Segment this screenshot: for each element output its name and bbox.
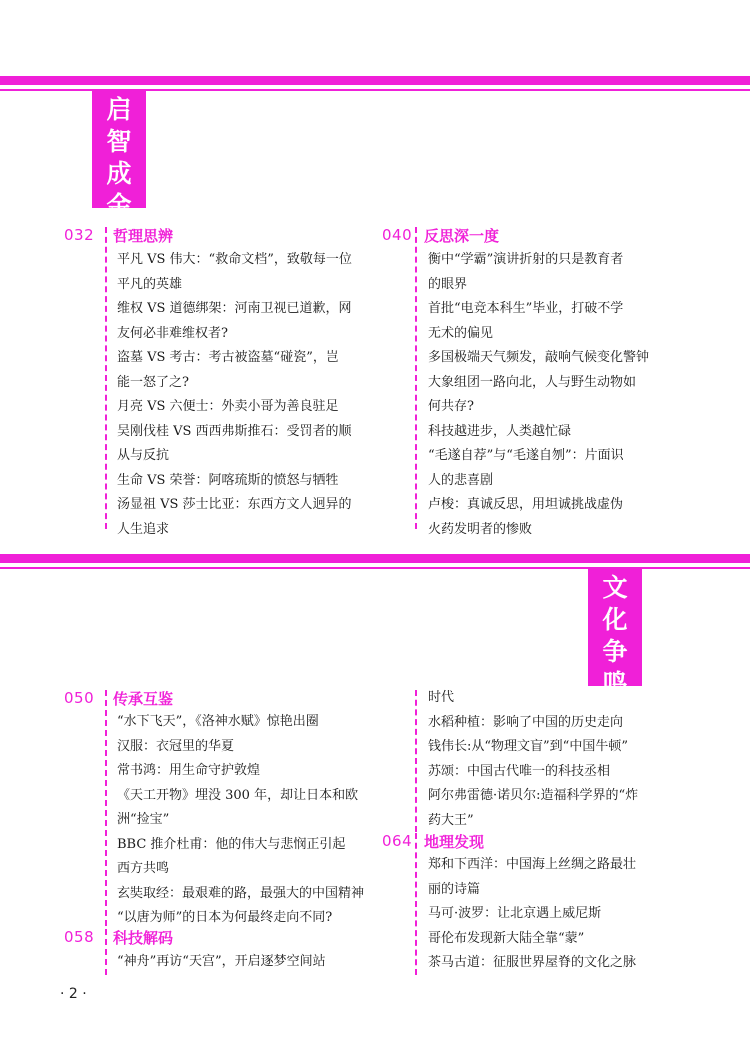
category-char: 鸣: [602, 669, 628, 698]
section-title[interactable]: 哲理思辨: [113, 227, 174, 245]
section-divider-line: [105, 690, 107, 926]
category-char: 成: [106, 159, 132, 188]
page-number: · 2 ·: [60, 986, 87, 1002]
article-line[interactable]: 从与反抗: [117, 448, 170, 463]
section-header-032: [64, 226, 264, 246]
article-line[interactable]: 《天工开物》埋没 300 年，却让日本和欧: [117, 787, 359, 803]
category-char: 金: [106, 191, 132, 220]
article-line[interactable]: 常书鸿：用生命守护敦煌: [117, 763, 261, 778]
article-line[interactable]: 盗墓 VS 考古：考古被盗墓“碰瓷”，岂: [117, 350, 339, 365]
section-divider-line: [415, 690, 417, 832]
category-char: 文: [602, 573, 628, 602]
article-line[interactable]: 阿尔弗雷德·诺贝尔:造福科学界的“炸: [428, 788, 639, 803]
article-line[interactable]: 茶马古道：征服世界屋脊的文化之脉: [428, 955, 637, 970]
article-line[interactable]: “毛遂自荐”与“毛遂自刎”：片面识: [428, 448, 624, 463]
category-label-wenhuazhengming: [588, 568, 642, 698]
category-char: 化: [602, 605, 628, 634]
article-line[interactable]: 首批“电竞本科生”毕业，打破不学: [428, 301, 624, 316]
section-divider-line: [415, 833, 417, 975]
article-line[interactable]: BBC 推介杜甫：他的伟大与悲悯正引起: [117, 836, 346, 852]
article-line[interactable]: 苏颂：中国古代唯一的科技丞相: [428, 763, 611, 779]
section-page-number[interactable]: 040: [382, 226, 413, 244]
article-line[interactable]: 月亮 VS 六便士：外卖小哥为善良驻足: [117, 399, 339, 414]
section-page-number[interactable]: 058: [64, 928, 95, 946]
article-line[interactable]: “以唐为师”的日本为何最终走向不同?: [117, 910, 333, 925]
article-line[interactable]: 哥伦布发现新大陆全靠“蒙”: [428, 930, 585, 946]
article-line[interactable]: 卢梭：真诚反思，用坦诚挑战虚伪: [428, 497, 624, 512]
section-page-number[interactable]: 032: [64, 226, 95, 244]
article-line[interactable]: 维权 VS 道德绑架：河南卫视已道歉，网: [117, 301, 352, 316]
article-list-058: [117, 950, 326, 975]
article-line[interactable]: 洲“捡宝”: [117, 812, 170, 827]
section-header-040: [382, 226, 582, 246]
article-line[interactable]: 平凡 VS 伟大：“救命文档”，致敬每一位: [117, 252, 352, 267]
article-line[interactable]: 多国极端天气频发，敲响气候变化警钟: [428, 350, 650, 365]
article-line[interactable]: 药大王”: [428, 812, 474, 828]
article-line[interactable]: 汉服：衣冠里的华夏: [117, 738, 235, 754]
article-line[interactable]: 钱伟长:从“物理文盲”到“中国牛顿”: [428, 739, 628, 754]
article-line[interactable]: 友何必非难维权者?: [117, 325, 228, 341]
section-header-050: [64, 689, 264, 709]
article-line[interactable]: “神舟”再访“天宫”，开启逐梦空间站: [117, 954, 326, 969]
category-char: 智: [106, 127, 132, 156]
section-header-064: [382, 832, 582, 852]
section-divider-line: [105, 929, 107, 975]
article-list-050: [117, 710, 364, 931]
article-list-058-continued: [428, 686, 638, 833]
article-line[interactable]: 何共存?: [428, 399, 474, 414]
article-line[interactable]: 大象组团一路向北，人与野生动物如: [428, 374, 637, 390]
article-line[interactable]: 时代: [428, 690, 455, 705]
article-line[interactable]: 丽的诗篇: [428, 881, 481, 897]
section-title[interactable]: 反思深一度: [424, 227, 500, 245]
article-line[interactable]: 人生追求: [117, 521, 170, 537]
section-title[interactable]: 科技解码: [113, 929, 174, 947]
article-line[interactable]: 火药发明者的惨败: [428, 521, 533, 537]
article-list-032: [117, 248, 352, 542]
article-line[interactable]: 能一怒了之?: [117, 374, 189, 390]
article-line[interactable]: 郑和下西洋：中国海上丝绸之路最壮: [428, 857, 637, 872]
article-list-064: [428, 853, 636, 976]
article-line[interactable]: 水稻种植：影响了中国的历史走向: [428, 714, 624, 730]
section-divider-line: [415, 227, 417, 529]
section-page-number[interactable]: 050: [64, 689, 95, 707]
article-line[interactable]: 的眼界: [428, 276, 468, 292]
section-title[interactable]: 传承互鉴: [113, 690, 174, 708]
article-line[interactable]: 人的悲喜剧: [428, 472, 494, 488]
article-line[interactable]: 科技越进步，人类越忙碌: [428, 423, 572, 439]
article-line[interactable]: 西方共鸣: [117, 861, 170, 876]
middle-band: [0, 554, 750, 563]
article-line[interactable]: 吴刚伐桂 VS 西西弗斯推石：受罚者的顺: [117, 423, 352, 439]
section-page-number[interactable]: 064: [382, 832, 413, 850]
article-line[interactable]: 无术的偏见: [428, 325, 494, 341]
article-line[interactable]: 马可·波罗：让北京遇上威尼斯: [428, 906, 602, 921]
article-line[interactable]: 汤显祖 VS 莎士比亚：东西方文人迥异的: [117, 497, 352, 512]
category-char: 启: [106, 95, 132, 124]
top-band: [0, 76, 750, 85]
section-header-058: [64, 928, 264, 948]
article-line[interactable]: “水下飞天”，《洛神水赋》惊艳出圈: [117, 714, 319, 729]
article-line[interactable]: 生命 VS 荣誉：阿喀琉斯的愤怒与牺牲: [117, 472, 339, 488]
article-line[interactable]: 平凡的英雄: [117, 276, 183, 292]
section-divider-line: [105, 227, 107, 529]
category-label-qizhichengjin: [92, 90, 146, 220]
article-line[interactable]: 衡中“学霸”演讲折射的只是教育者: [428, 252, 624, 267]
section-title[interactable]: 地理发现: [424, 833, 485, 851]
category-char: 争: [602, 637, 628, 666]
article-line[interactable]: 玄奘取经：最艰难的路，最强大的中国精神: [117, 885, 365, 901]
article-list-040: [428, 248, 649, 542]
